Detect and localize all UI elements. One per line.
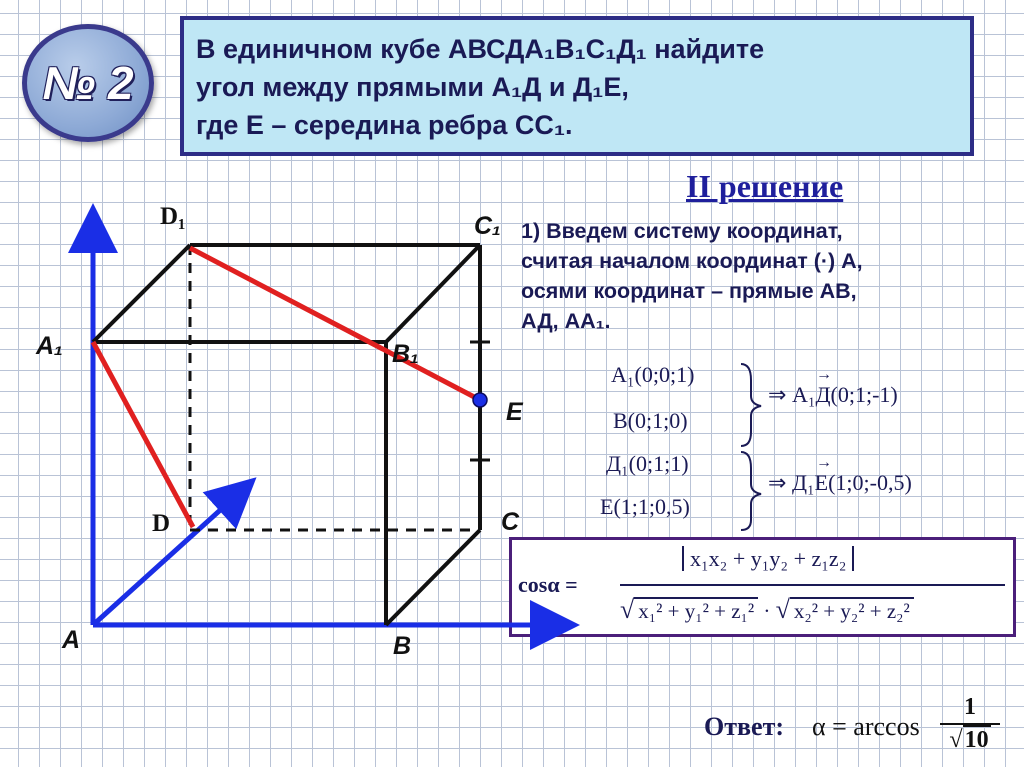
formula-numerator-text: x₁x₂ + y₁y₂ + z₁z₂: [682, 546, 854, 571]
edge-a1-d1: [93, 245, 190, 342]
implies-sign-2: ⇒: [768, 470, 787, 495]
label-a1: A₁: [36, 332, 63, 360]
answer-numerator: 1: [964, 694, 976, 720]
answer-sqrt-sign: √: [949, 727, 963, 753]
label-d1: D₁: [160, 203, 186, 230]
step1-line-2: считая началом координат (·) А,: [521, 249, 863, 273]
task-line-3: где Е – середина ребра СС₁.: [196, 110, 573, 140]
segment-a1-d: [93, 342, 193, 527]
edge-c-b: [386, 530, 480, 625]
formula-lhs: cosα =: [518, 572, 578, 597]
segment-d1-e: [190, 248, 480, 400]
label-c: C: [501, 508, 520, 536]
label-b: B: [393, 632, 412, 660]
sqrt-sign-1: √: [620, 595, 635, 624]
vector-d1e-coords: (1;0;-0,5): [828, 470, 912, 495]
task-line-1: В единичном кубе АВСДА₁В₁С₁Д₁ найдите: [196, 34, 765, 64]
point-e: [473, 393, 487, 407]
solution-heading: II решение: [686, 168, 844, 204]
answer-value: α = arccos: [812, 712, 920, 741]
step1-line-4: АД, АА₁.: [521, 309, 611, 333]
step1-line-1: 1) Введем систему координат,: [521, 219, 843, 243]
edge-c1-b1: [386, 245, 480, 342]
point-b-coords: В(0;1;0): [613, 408, 688, 433]
vector-a1d-coords: (0;1;-1): [830, 382, 898, 407]
vector-a1d-name: А₁Д: [791, 382, 831, 407]
point-d1-coords: Д₁(0;1;1): [606, 451, 689, 476]
label-c1: C₁: [474, 212, 501, 240]
sqrt-sign-2: √: [775, 595, 790, 624]
point-a1-coords: А₁(0;0;1): [611, 362, 695, 387]
vector-arrow-2: →: [815, 454, 832, 471]
formula-dot: ·: [763, 599, 771, 623]
vector-arrow-1: →: [815, 366, 832, 383]
label-e: E: [506, 398, 523, 426]
vector-d1e-name: Д₁Е: [791, 470, 829, 495]
task-line-2: угол между прямыми А₁Д и Д₁Е,: [196, 72, 629, 102]
step1-line-3: осями координат – прямые АВ,: [521, 279, 857, 303]
problem-number: № 2: [42, 57, 134, 109]
formula-denominator-right: x₂² + y₂² + z₂²: [790, 597, 914, 623]
label-b1: B₁: [392, 340, 419, 368]
label-a: A: [62, 626, 81, 654]
answer-label: Ответ:: [704, 712, 785, 741]
label-d: D: [152, 510, 171, 537]
answer-denominator: 10: [964, 727, 989, 753]
point-e-coords: Е(1;1;0,5): [600, 494, 690, 519]
formula-denominator-left: x₁² + y₁² + z₁²: [634, 597, 758, 623]
implies-sign-1: ⇒: [768, 382, 787, 407]
